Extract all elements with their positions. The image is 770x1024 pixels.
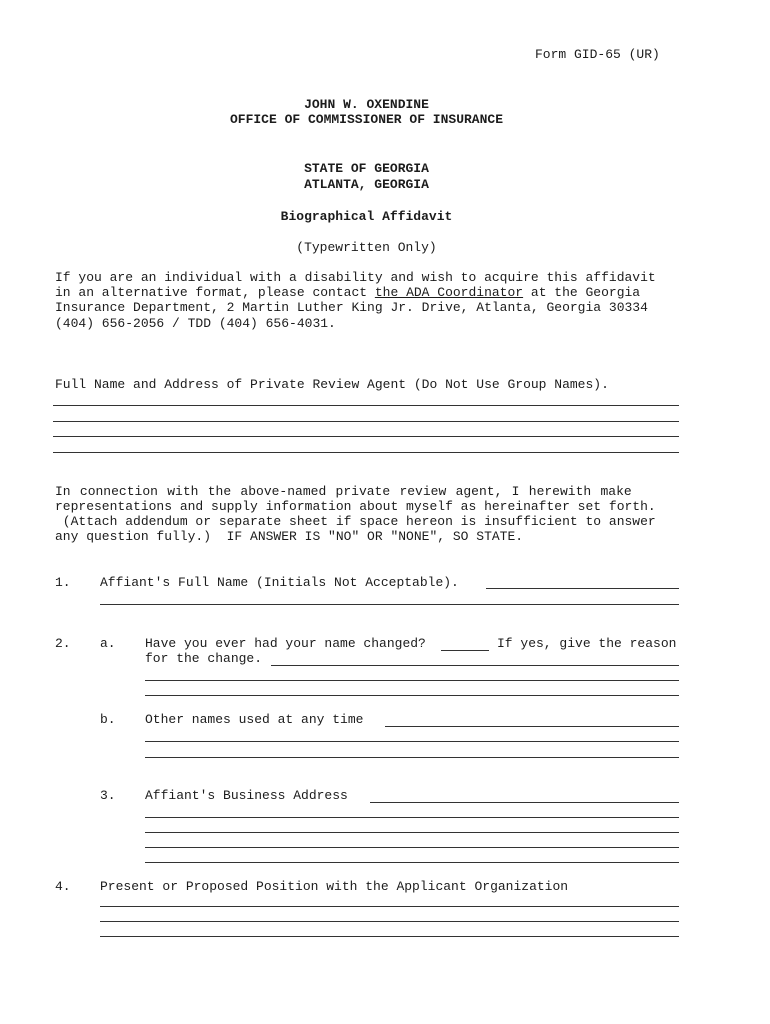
- q4-answer-line-3[interactable]: [100, 936, 679, 937]
- q2a-yes-no-line[interactable]: [441, 650, 489, 651]
- q4-label: Present or Proposed Position with the Applicant Organization: [100, 879, 569, 894]
- ada-line-4: (404) 656-2056 / TDD (404) 656-4031.: [55, 316, 336, 331]
- q2a-followup: If yes, give the reason: [497, 636, 677, 651]
- q3-answer-line-4[interactable]: [145, 847, 679, 848]
- city-name: ATLANTA, GEORGIA: [304, 177, 429, 192]
- q1-number: 1.: [55, 575, 71, 590]
- ada-line-2: [55, 285, 640, 300]
- q3-answer-line-2[interactable]: [145, 817, 679, 818]
- q2a-line-2: for the change.: [145, 651, 263, 666]
- q2a-label: Have you ever had your name changed?: [145, 636, 426, 651]
- page-title: Biographical Affidavit: [280, 209, 453, 224]
- q2b-label: Other names used at any time: [145, 712, 364, 727]
- q3-label: Affiant's Business Address: [145, 788, 348, 803]
- q2a-reason-line-2[interactable]: [145, 680, 679, 681]
- q2b-answer-line-1[interactable]: [385, 726, 679, 727]
- q2a-reason-line-1[interactable]: [271, 665, 679, 666]
- intro-line-2: representations and supply information about myself as hereinafter set forth.: [55, 499, 656, 514]
- q1-label: Affiant's Full Name (Initials Not Acceptable).: [100, 575, 459, 590]
- state-name: STATE OF GEORGIA: [304, 161, 429, 176]
- page-subtitle: (Typewritten Only): [296, 240, 437, 255]
- q3-answer-line-1[interactable]: [370, 802, 679, 803]
- commissioner-name: JOHN W. OXENDINE: [304, 97, 429, 112]
- agent-line-4[interactable]: [53, 452, 679, 453]
- intro-line-3: (Attach addendum or separate sheet if space hereon is insufficient to answer: [55, 514, 656, 529]
- q4-answer-line-1[interactable]: [100, 906, 679, 907]
- q1-answer-line-2[interactable]: [100, 604, 679, 605]
- form-id: Form GID-65 (UR): [535, 47, 660, 62]
- q3-number: 3.: [100, 788, 116, 803]
- q3-answer-line-5[interactable]: [145, 862, 679, 863]
- agent-line-2[interactable]: [53, 421, 679, 422]
- intro-line-4: any question fully.) IF ANSWER IS "NO" OR "NONE", SO STATE.: [55, 529, 524, 544]
- q1-answer-line[interactable]: [486, 588, 679, 589]
- agent-label: Full Name and Address of Private Review Agent (Do Not Use Group Names).: [55, 377, 609, 392]
- ada-line-3: Insurance Department, 2 Martin Luther King Jr. Drive, Atlanta, Georgia 30334: [55, 300, 648, 315]
- q2b-letter: b.: [100, 712, 116, 727]
- q2b-answer-line-2[interactable]: [145, 741, 679, 742]
- ada-line-2-pre: in an alternative format, please contact: [55, 285, 375, 300]
- q2b-answer-line-3[interactable]: [145, 757, 679, 758]
- ada-line-1: If you are an individual with a disability and wish to acquire this affidavit: [55, 270, 656, 285]
- agent-line-3[interactable]: [53, 436, 679, 437]
- ada-line-2-post: at the Georgia: [523, 285, 641, 300]
- q4-number: 4.: [55, 879, 71, 894]
- agent-line-1[interactable]: [53, 405, 679, 406]
- q2-number: 2.: [55, 636, 71, 651]
- ada-coordinator-link[interactable]: the ADA Coordinator: [374, 285, 524, 300]
- q4-answer-line-2[interactable]: [100, 921, 679, 922]
- q3-answer-line-3[interactable]: [145, 832, 679, 833]
- q2a-letter: a.: [100, 636, 116, 651]
- intro-line-1: In connection with the above-named private review agent, I herewith make: [55, 484, 632, 499]
- office-name: OFFICE OF COMMISSIONER OF INSURANCE: [229, 112, 504, 127]
- q2a-reason-line-3[interactable]: [145, 695, 679, 696]
